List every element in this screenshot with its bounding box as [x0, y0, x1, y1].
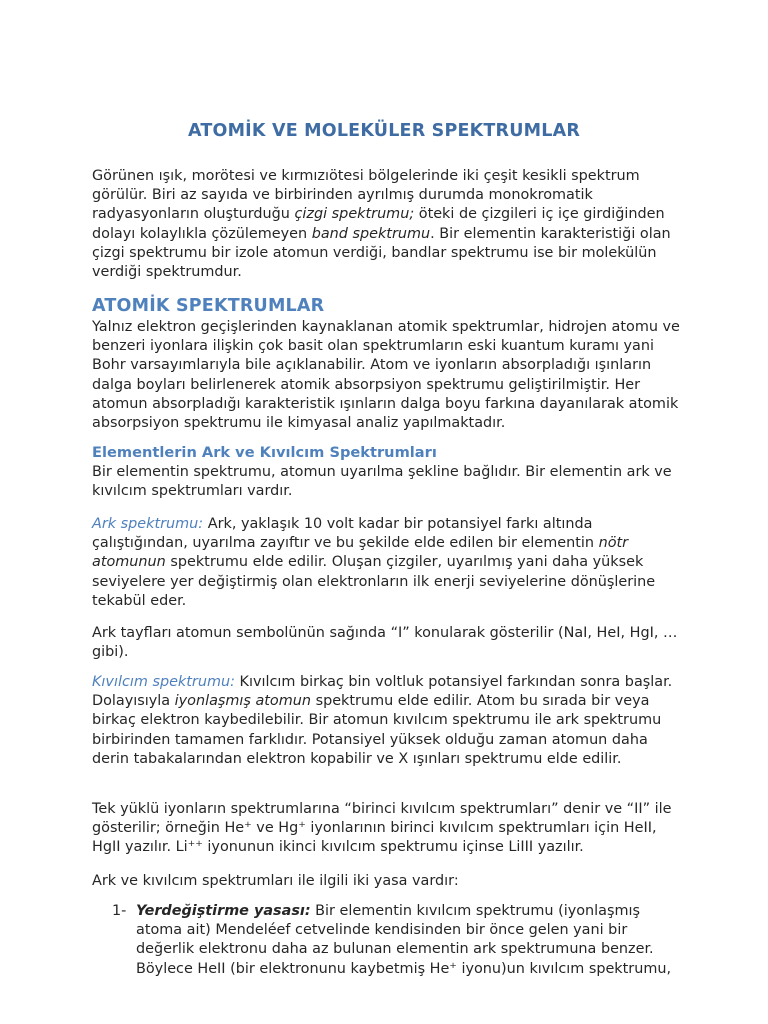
arc-spark-paragraph: Bir elementin spektrumu, atomun uyarılma şekline bağlıdır. Bir elementin ark ve kıvılcım spektrumları vardır. — [92, 464, 672, 500]
arc-spark-heading: Elementlerin Ark ve Kıvılcım Spektrumları — [92, 444, 437, 461]
spark-text-c: spektrumu elde edilir. Atom bu sırada bir veya birkaç elektron kaybedilebilir. Bir atomun kıvılcım spektrumu ile ark spektrumu birbirinden tamamen farklıdır. Potansiyel yüksek olduğu zaman atomun daha derin tabakalarından elektron kopabilir ve X ışınları spektrumu elde edilir. — [92, 693, 662, 767]
neutral-atom-term: nötr atomunun — [92, 535, 629, 571]
intro-text-e: . Bir elementin karakteristiği olan çizgi spektrumu bir izole atomun verdiği, bandlar spektrumu ise bir molekülün verdiği spektrumdur. — [92, 225, 671, 281]
displacement-law-text: Bir elementin kıvılcım spektrumu (iyonlaşmış atoma ait) Mendeléef cetvelinde kendisinden bir önce gelen yani bir değerlik elektronu daha az bulunan elementin ark spektrumuna benzer. Böylece HeII (bir elektronunu kaybetmiş He⁺ iyonu)un kıvılcım spektrumu, — [136, 903, 672, 977]
displacement-law-term: Yerdeğiştirme yasası: — [136, 903, 311, 919]
ionized-atom-term: iyonlaşmış atomun — [174, 693, 311, 710]
intro-paragraph — [92, 167, 682, 282]
arc-spectrum-term: Ark spektrumu: — [92, 516, 204, 532]
spark-text-a: Kıvılcım birkaç bin voltluk potansiyel farkından sonra başlar. Dolayısıyla — [92, 674, 673, 710]
arc-text-c: spektrumu elde edilir. Oluşan çizgiler, uyarılmış yani daha yüksek seviyelere yer değiştirmiş olan elektronların ilk enerji seviyelerine dönüşlerine tekabül eder. — [92, 554, 656, 609]
arc-spectrum-paragraph — [92, 515, 682, 611]
atomic-spectra-paragraph: Yalnız elektron geçişlerinden kaynaklanan atomik spektrumlar, hidrojen atomu ve benzeri iyonlara ilişkin çok basit olan spektrumların eski kuantum kuramı yani Bohr varsayımlarıyla bile açıklanabilir. Atom ve iyonların absorpladığı ışınların dalga boyları belirlenerek atomik absorpsiyon spektrumu geliştirilmiştir. Her atomun absorpladığı karakteristik ışınların dalga boyu farkına dayanılarak atomik absorpsiyon spektrumu ile kimyasal analiz yapılmaktadır. — [92, 319, 680, 432]
spark-spectrum-paragraph — [92, 673, 682, 769]
intro-text-c: öteki de çizgileri iç içe girdiğinden dolayı kolaylıkla çözülemeyen — [92, 206, 665, 242]
atomic-spectra-heading: ATOMİK SPEKTRUMLAR — [92, 296, 325, 316]
arc-notation-paragraph: Ark tayfları atomun sembolünün sağında “I” konularak gösterilir (NaI, HeI, HgI, … gibi). — [92, 625, 678, 661]
intro-text-a: Görünen ışık, morötesi ve kırmızıötesi bölgelerinde iki çeşit kesikli spektrum görülür. Biri az sayıda ve birbirinden ayrılmış durumda monokromatik radyasyonların oluşturduğu — [92, 168, 640, 223]
document-title: ATOMİK VE MOLEKÜLER SPEKTRUMLAR — [187, 121, 581, 141]
band-spectrum-term: band spektrumu — [311, 225, 431, 242]
line-spectrum-term: çizgi spektrumu; — [294, 206, 415, 223]
ion-notation-paragraph: Tek yüklü iyonların spektrumlarına “birinci kıvılcım spektrumları” denir ve “II” ile gösterilir; örneğin He⁺ ve Hg⁺ iyonlarının birinci kıvılcım spektrumları için HeII, HgII yazılır. Li⁺⁺ iyonunun ikinci kıvılcım spektrumu içinse LiIII yazılır. — [92, 801, 672, 856]
laws-intro-paragraph: Ark ve kıvılcım spektrumları ile ilgili iki yasa vardır: — [92, 873, 459, 889]
displacement-law-item — [136, 902, 684, 979]
list-item-number: 1- — [112, 903, 127, 919]
arc-text-a: Ark, yaklaşık 10 volt kadar bir potansiyel farkı altında çalıştığından, uyarılma zayıftır ve bu şekilde elde edilen bir elementin — [92, 516, 599, 552]
spark-spectrum-term: Kıvılcım spektrumu: — [92, 674, 235, 690]
